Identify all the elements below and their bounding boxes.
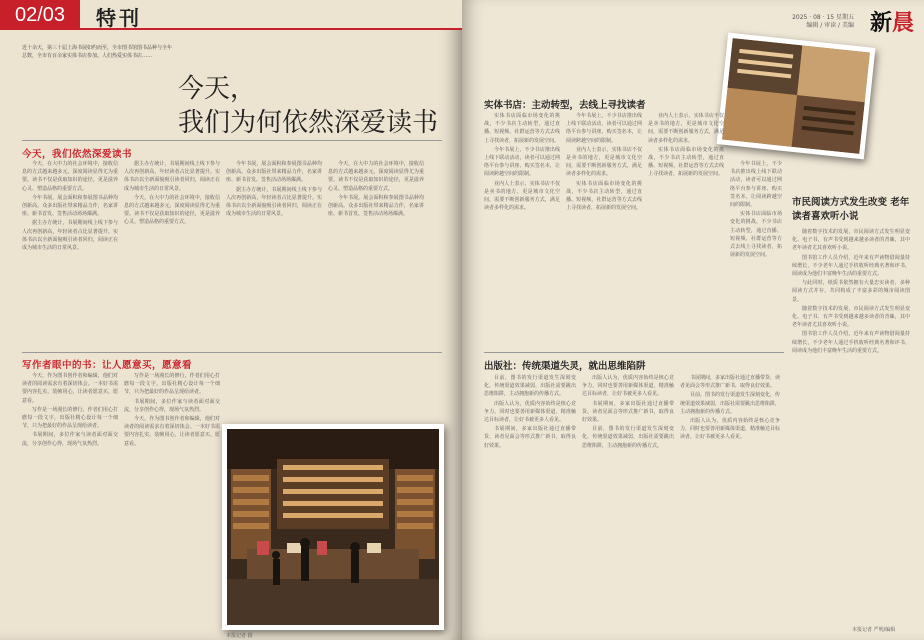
paragraph: 今年书展，展会面积和参展图书品种均创新高。众多出版社带来精品力作，名家讲座、新书首发、签售活动场场爆满。 [22, 194, 118, 218]
collage-photo-image [722, 38, 870, 154]
paragraph: 书展期间，多家出版社通过直播带货、读者见面会等形式推广新书，取得良好效果。 [484, 426, 576, 449]
section1-column-1 [22, 160, 118, 350]
paragraph: 业内人士表示，实体书店不仅是卖书的地方，更是城市文化空间，需要不断创新服务方式，满足读者多样化的需求。 [566, 146, 642, 178]
paragraph: 出版人认为，优质内容始终是核心竞争力，同时也要善用新媒体渠道，精准触达目标读者，让好书被更多人看见。 [680, 418, 780, 441]
paragraph: 今年书展上，不少书店推出线上线下联动活动，读者可以通过网络平台参与讲座、购买签名本，让阅读跨越空间的限制。 [566, 113, 642, 144]
section3-column-1 [484, 112, 560, 348]
section3-heading: 实体书店：主动转型，去线上寻找读者 [484, 100, 646, 111]
section4-column-3 [680, 374, 780, 632]
paragraph: 图书馆工作人员介绍，近年来有声读物借阅量持续增长，不少老年人通过手机收听经典名著和评书，阅读成为他们丰富晚年生活的重要方式。 [792, 331, 910, 354]
paragraph: 据主办方统计，书展期间线上线下参与人次再创新高，年轻读者占比显著提升。实体书店以全新面貌吸引读者回归，阅读正在成为城市生活的日常风景。 [22, 220, 118, 252]
paragraph: 目前，图书的发行渠道发生深刻变化，传统渠道效果减弱，出版社需要跳出思维陷阱，主动拥抱新的传播方式。 [484, 375, 576, 398]
section4-heading: 出版社：传统渠道失灵，就出思维陷阱 [484, 361, 646, 372]
page-number: 02/03 [0, 0, 80, 30]
divider [22, 140, 442, 141]
paragraph: 今天，在大中力的社会环境中，接收信息的方式越来越多元，深度阅读显得尤为重要。读书不仅是获取知识的途径，更是滋养心灵、塑造品格的重要方式。 [328, 161, 424, 192]
collage-photo [717, 33, 876, 160]
bookstore-photo-image [227, 429, 439, 625]
paragraph: 业内人士表示，实体书店不仅是卖书的地方，更是城市文化空间，需要不断创新服务方式，满足读者多样化的需求。 [484, 180, 560, 212]
paragraph: 图书馆工作人员介绍，近年来有声读物借阅量持续增长，不少老年人通过手机收听经典名著和评书，阅读成为他们丰富晚年生活的重要方式。 [792, 254, 910, 278]
photo-credit: 本报记者 摄 [226, 633, 253, 639]
section3-column-3 [648, 112, 724, 348]
divider [22, 352, 442, 353]
paragraph: 随着数字技术的发展，市民阅读方式发生明显变化。电子书、有声书受到越来越多读者的青睐，其中老年读者尤其喜欢听小说。 [792, 229, 910, 252]
paragraph: 目前，图书的发行渠道发生深刻变化，传统渠道效果减弱，出版社需要跳出思维陷阱，主动拥抱新的传播方式。 [680, 392, 780, 415]
section3-column-4 [730, 160, 782, 348]
masthead-char-1: 新 [869, 10, 892, 36]
section1-column-2 [124, 160, 220, 350]
section5-heading: 市民阅读方式发生改变 老年读者喜欢听小说 [792, 197, 910, 222]
section2-heading: 写作者眼中的书：让人愿意买，愿意看 [22, 360, 193, 371]
section1-heading: 今天，我们依然深爱读书 [22, 149, 133, 160]
section3-column-2 [566, 112, 642, 348]
issue-date: 2025 · 08 · 15 星期五 [792, 14, 854, 21]
editor-line: 编辑 / 审读 / 美编 [806, 22, 854, 29]
section1-column-4 [328, 160, 424, 350]
paragraph: 今年书展上，不少书店推出线上线下联动活动，读者可以通过网络平台参与讲座、购买签名本，让阅读跨越空间的限制。 [484, 146, 560, 178]
paragraph: 今年书展，展会面积和参展图书品种均创新高。众多出版社带来精品力作，名家讲座、新书首发、签售活动场场爆满。 [328, 194, 424, 218]
page-title-line2: 我们为何依然深爱读书 [178, 108, 439, 138]
masthead-logo [870, 6, 914, 37]
paragraph: 目前，图书的发行渠道发生深刻变化，传统渠道效果减弱，出版社需要跳出思维陷阱，主动拥抱新的传播方式。 [582, 426, 674, 449]
paragraph: 书展期间，多位作家与读者面对面交流，分享创作心得，现场气氛热烈。 [22, 432, 118, 447]
paragraph: 据主办方统计，书展期间线上线下参与人次再创新高，年轻读者占比显著提升。实体书店以全新面貌吸引读者回归，阅读正在成为城市生活的日常风景。 [226, 186, 322, 218]
paragraph: 业内人士表示，实体书店不仅是卖书的地方，更是城市文化空间，需要不断创新服务方式，满足读者多样化的需求。 [648, 113, 724, 144]
paragraph: 书展期间，多位作家与读者面对面交流，分享创作心得，现场气氛热烈。 [124, 398, 220, 413]
paragraph: 写作是一场漫长的修行，作者们用心打磨每一段文字，出版社精心设计每一个细节，只为把最好的作品呈现给读者。 [124, 373, 220, 396]
section2-column-2 [124, 372, 220, 634]
paragraph: 今天，在大中力的社会环境中，接收信息的方式越来越多元，深度阅读显得尤为重要。读书不仅是获取知识的途径，更是滋养心灵、塑造品格的重要方式。 [22, 161, 118, 192]
section4-column-2 [582, 374, 674, 632]
section4-column-1 [484, 374, 576, 632]
paragraph: 今年书展上，不少书店推出线上线下联动活动，读者可以通过网络平台参与讲座、购买签名本，让阅读跨越空间的限制。 [730, 161, 782, 209]
intro-paragraph: 近十余天，第三十届上海书展如约而至，全市图书馆图书品种与全年总数，全市有百余家实体书店参加。人们热爱实体书店…… [22, 45, 173, 59]
right-page-header [462, 0, 924, 40]
paragraph: 今天，在大中力的社会环境中，接收信息的方式越来越多元，深度阅读显得尤为重要。读书不仅是获取知识的途径，更是滋养心灵、塑造品格的重要方式。 [124, 194, 220, 226]
section2-column-1 [22, 372, 118, 634]
paragraph: 今天，作为图书创作者和编辑，他们对读者的阅读需求有着深切体会。一本好书需要内容扎实、装帧用心，让读者愿意买、愿意看。 [124, 416, 220, 447]
section5-column [792, 228, 910, 620]
paragraph: 书展期间，多家出版社通过直播带货、读者见面会等形式推广新书，取得良好效果。 [680, 375, 780, 390]
left-page-header [0, 0, 462, 30]
paragraph: 实体书店面临市场变化的挑战，不少书店主动转型，通过直播、短视频、社群运营等方式去线上寻找读者，拓展新的发展空间。 [730, 211, 782, 259]
paragraph: 今年书展，展会面积和参展图书品种均创新高。众多出版社带来精品力作，名家讲座、新书首发、签售活动场场爆满。 [226, 161, 322, 184]
paragraph: 据主办方统计，书展期间线上线下参与人次再创新高，年轻读者占比显著提升。实体书店以全新面貌吸引读者回归，阅读正在成为城市生活的日常风景。 [124, 161, 220, 192]
bookstore-photo [222, 424, 444, 630]
paragraph: 写作是一场漫长的修行，作者们用心打磨每一段文字，出版社精心设计每一个细节，只为把最好的作品呈现给读者。 [22, 406, 118, 430]
masthead-char-2: 晨 [891, 10, 914, 36]
paragraph: 随着数字技术的发展，市民阅读方式发生明显变化。电子书、有声书受到越来越多读者的青睐，其中老年读者尤其喜欢听小说。 [792, 305, 910, 329]
paragraph: 实体书店面临市场变化的挑战，不少书店主动转型，通过直播、短视频、社群运营等方式去线上寻找读者，拓展新的发展空间。 [648, 146, 724, 178]
page-title [178, 72, 438, 140]
paragraph: 出版人认为，优质内容始终是核心竞争力，同时也要善用新媒体渠道，精准触达目标读者，让好书被更多人看见。 [484, 400, 576, 424]
divider [484, 352, 784, 353]
bottom-credit: 本报记者 严明/编辑 [852, 627, 896, 633]
paragraph: 今天，作为图书创作者和编辑，他们对读者的阅读需求有着深切体会。一本好书需要内容扎实、装帧用心，让读者愿意买、愿意看。 [22, 373, 118, 404]
paragraph: 出版人认为，优质内容始终是核心竞争力，同时也要善用新媒体渠道，精准触达目标读者，让好书被更多人看见。 [582, 375, 674, 398]
section-label: 特刊 [96, 6, 142, 30]
paragraph: 实体书店面临市场变化的挑战，不少书店主动转型，通过直播、短视频、社群运营等方式去线上寻找读者，拓展新的发展空间。 [484, 113, 560, 144]
section1-column-3 [226, 160, 322, 350]
date-line [792, 14, 854, 30]
paragraph: 实体书店面临市场变化的挑战，不少书店主动转型，通过直播、短视频、社群运营等方式去线上寻找读者，拓展新的发展空间。 [566, 180, 642, 212]
paragraph: 书展期间，多家出版社通过直播带货、读者见面会等形式推广新书，取得良好效果。 [582, 400, 674, 424]
page-title-line1: 今天， [178, 74, 257, 104]
paragraph: 与此同时，纸质书依然拥有大量忠实读者，多种阅读方式并存，共同构成了丰富多彩的城市阅读图景。 [792, 280, 910, 303]
